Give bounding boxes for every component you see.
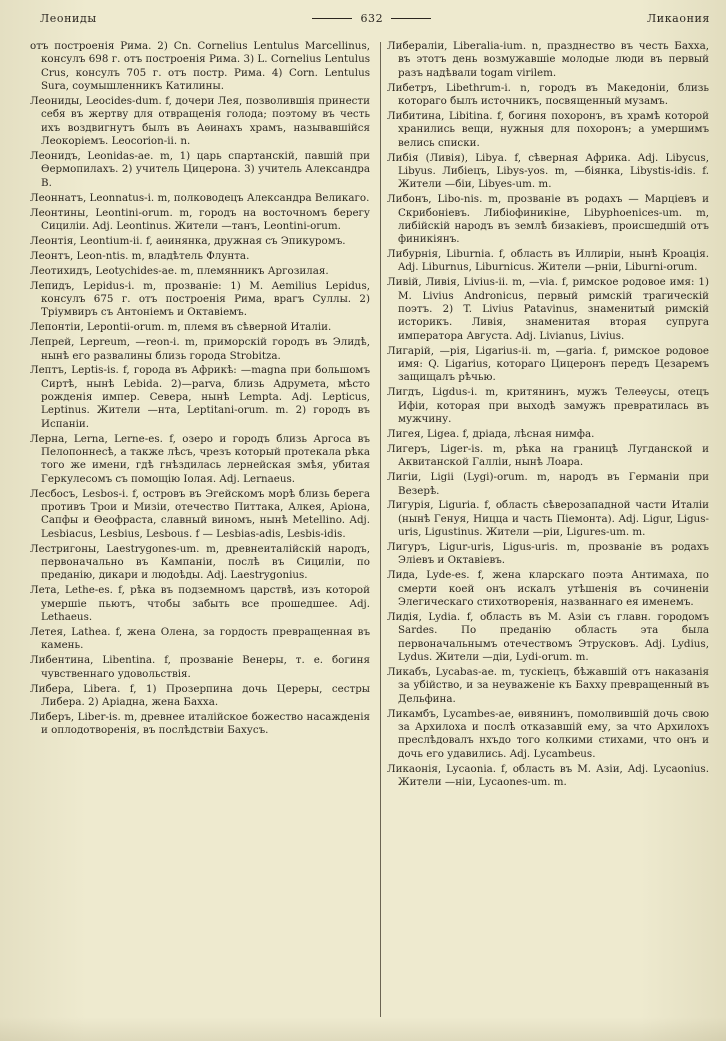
dictionary-entry: Либера, Libera. f, 1) Прозерпина дочь Цереры, сестры Либера. 2) Аріадна, жена Бахха. [30, 682, 370, 708]
dictionary-entry: Лета, Lethe-es. f, рѣка въ подземномъ царствѣ, изъ которой умершіе пьютъ, чтобы забыть все прошедшее. Adj. Lethaeus. [30, 584, 370, 623]
dictionary-entry: Лида, Lyde-es. f, жена кларскаго поэта Антимаха, по смерти коей онъ искалъ утѣшенія въ сочиненіи Элегическаго стихотворенія, названнаго ея именемъ. [387, 569, 709, 609]
dictionary-entry: Либеръ, Liber-is. m, древнее италійское божество насажденія и оплодотворенія, въ послѣдствіи Бахусъ. [30, 710, 370, 737]
dictionary-entry: Либетръ, Libethrum-i. n, городъ въ Македоніи, близь котораго былъ источникъ, посвященный музамъ. [387, 81, 709, 107]
dictionary-entry: Лигарій, —рія, Ligarius-ii. m, —garia. f, римское родовое имя: Q. Ligarius, котораго Цицеронъ передъ Цезаремъ защищалъ рѣчью. [387, 344, 709, 384]
running-header [40, 10, 710, 26]
dictionary-entry: Лепрей, Lepreum, —reon-i. m, приморскій городъ въ Элидѣ, нынѣ его развалины близь города Strobitza. [30, 336, 370, 362]
dictionary-entry: отъ построенія Рима. 2) Cn. Cornelius Lentulus Marcellinus, консулъ 698 г. отъ построенія Рима. 3) L. Cornelius Lentulus Crus, консулъ 705 г. отъ постр. Рима. 4) Corn. Lentulus Sura, соумышленникъ Катилины. [30, 40, 370, 93]
dictionary-entry: Лигуръ, Ligur-uris, Ligus-uris. m, прозваніе въ родахъ Эліевъ и Октавіевъ. [387, 541, 709, 567]
dictionary-entry: Либія (Ливія), Libya. f, сѣверная Африка. Adj. Libycus, Libyus. Либіецъ, Libys-yos. m, —біянка, Libystis-idis. f. Жители —біи, Libyes-um. m. [387, 151, 709, 191]
header-right-word: Ликаония [647, 11, 710, 25]
dictionary-entry: Лестригоны, Laestrygones-um. m, древнеиталійскій народъ, первоначально въ Кампаніи, послѣ въ Сициліи, по преданію, дикари и людоѣды. Adj. Laestrygonius. [30, 542, 370, 582]
dictionary-entry: Лепидъ, Lepidus-i. m, прозваніе: 1) M. Aemilius Lepidus, консулъ 675 г. отъ построенія Рима, врагъ Суллы. 2) Тріумвиръ съ Антоніемъ и Октавіемъ. [30, 279, 370, 319]
dictionary-entry: Ликабъ, Lycabas-ae. m, тускіецъ, бѣжавшій отъ наказанія за убійство, и за неуваженіе къ Бахху превращенный въ Дельфина. [387, 665, 709, 705]
dictionary-entry: Леотихидъ, Leotychides-ae. m, племянникъ Аргозилая. [30, 264, 329, 277]
right-column [387, 40, 709, 791]
page-number: 632 [360, 11, 384, 25]
dictionary-entry: Лерна, Lerna, Lerne-es. f, озеро и городъ близь Аргоса въ Пелопоннесѣ, а также лѣсъ, чрезъ который протекала рѣка того же имени, гдѣ гнѣздилась лернейская змѣя, убитая Геркулесомъ съ помощію Іолая. Adj. Lernaeus. [30, 432, 370, 485]
dictionary-entry: Либурнія, Liburnia. f, область въ Иллиріи, нынѣ Кроація. Adj. Liburnus, Liburnicus. Жители —рніи, Liburni-orum. [387, 248, 709, 274]
dictionary-entry: Ливій, Ливія, Livius-ii. m, —via. f, римское родовое имя: 1) M. Livius Andronicus, первый римскій трагическій поэтъ. 2) T. Livius Patavinus, знаменитый римскій историкъ. Ливія, знаменитая вторая супруга императора Августа. Adj. Livianus, Livius. [387, 276, 709, 342]
dictionary-entry: Лепонтіи, Lepontii-orum. m, племя въ сѣверной Италіи. [30, 321, 332, 334]
dictionary-entry: Либонъ, Libo-nis. m, прозваніе въ родахъ — Марціевъ и Скрибоніевъ. Либіофиникіне, Libyphoenices-um. m, либійскій народъ въ землѣ бизакіевъ, происшедшій отъ финикіянъ. [387, 193, 709, 246]
dictionary-entry: Леониды, Leocides-dum. f, дочери Лея, позволившія принести себя въ жертву для отвращенія голода; поэтому въ честь ихъ воздвигнутъ былъ въ Аѳинахъ храмъ, называвшійся Леокоріемъ. Leocorion-ii. n. [30, 94, 370, 147]
dictionary-entry: Лептъ, Leptis-is. f, города въ Африкѣ: —magna при большомъ Сиртѣ, нынѣ Lebida. 2)—parva, близь Адрумета, мѣсто рожденія импер. Севера, нынѣ Lempta. Adj. Lepticus, Leptinus. Жители —нта, Leptitani-orum. m. 2) городъ въ Испаніи. [30, 364, 370, 430]
dictionary-entry: Лидія, Lydia. f, область въ М. Азіи съ главн. городомъ Sardes. По преданію область эта была первоначальнымъ отечествомъ Этрусковъ. Adj. Lydius, Lydus. Жители —діи, Lydi-orum. m. [387, 611, 709, 664]
dictionary-entry: Либитина, Libitina. f, богиня похоронъ, въ храмѣ которой хранились вещи, нужныя для похоронъ; а умершимъ велись списки. [387, 109, 709, 149]
header-left-word: Леониды [40, 11, 97, 25]
column-divider [380, 42, 381, 1017]
dictionary-entry: Летея, Lathea. f, жена Олена, за гордость превращенная въ камень. [30, 625, 370, 652]
dictionary-entry: Лесбосъ, Lesbos-i. f, островъ въ Эгейскомъ морѣ близь берега противъ Трои и Мизіи, отечество Питтака, Алкея, Аріона, Сапфы и Ѳеофраста, славный виномъ, нынѣ Metellino. Adj. Lesbiacus, Lesbius, Lesbous. f — Lesbias-adis, Lesbis-idis. [30, 487, 370, 540]
dictionary-entry: Лигіи, Ligii (Lygi)-orum. m, народъ въ Германіи при Везерѣ. [387, 471, 709, 497]
dictionary-entry: Ликамбъ, Lycambes-ae, ѳивянинъ, помолвившій дочь свою за Архилоха и послѣ отказавшій ему, за что Архилохъ преслѣдовалъ нхъдо того колкими стихами, что онъ и дочь его удавились. Adj. Lycambeus. [387, 707, 709, 760]
header-rule-left [312, 18, 352, 19]
dictionary-entry: Леонтины, Leontini-orum. m, городъ на восточномъ берегу Сициліи. Adj. Leontinus. Жители —танъ, Leontini-orum. [30, 206, 370, 232]
dictionary-entry: Либераліи, Liberalia-ium. n, празднество въ честь Бахха, въ этотъ день возмужавшіе молодые люди въ первый разъ надѣвали togam virilem. [387, 40, 709, 79]
left-column [30, 40, 370, 739]
dictionary-entry: Леонидъ, Leonidas-ae. m, 1) царь спартанскій, павшій при Ѳермопилахъ. 2) учитель Цицерона. 3) учитель Александра В. [30, 149, 370, 189]
dictionary-entry: Лигдъ, Ligdus-i. m, критянинъ, мужъ Телеѳусы, отецъ Ифіи, которая при выходѣ замужъ превратилась въ мужчину. [387, 386, 709, 426]
dictionary-entry: Ликаонія, Lycaonia. f, область въ М. Азіи, Adj. Lycaonius. Жители —ніи, Lycaones-um. m. [387, 762, 709, 788]
dictionary-entry: Леоннатъ, Leonnatus-i. m, полководецъ Александра Великаго. [30, 191, 370, 204]
dictionary-entry: Лигеръ, Liger-is. m, рѣка на границѣ Лугданской и Аквитанской Галліи, нынѣ Лоара. [387, 442, 709, 469]
dictionary-entry: Лигея, Ligea. f, дріада, лѣсная нимфа. [387, 427, 595, 440]
dictionary-entry: Либентина, Libentina. f, прозваніе Венеры, т. е. богиня чувственнаго удовольствія. [30, 654, 370, 680]
page-bottom-shadow [0, 1017, 726, 1041]
dictionary-entry: Леонтія, Leontium-ii. f, аѳинянка, дружная съ Эпикуромъ. [30, 234, 346, 247]
dictionary-entry: Леонтъ, Leon-ntis. m, владѣтель Флунта. [30, 249, 250, 262]
dictionary-entry: Лигурія, Liguria. f, область сѣверозападной части Италіи (нынѣ Генуя, Ницца и часть Піемонта). Adj. Ligur, Ligus-uris, Ligustinus. Жители —ріи, Ligures-um. m. [387, 499, 709, 539]
page-number-group [312, 12, 431, 25]
header-rule-right [391, 18, 431, 19]
